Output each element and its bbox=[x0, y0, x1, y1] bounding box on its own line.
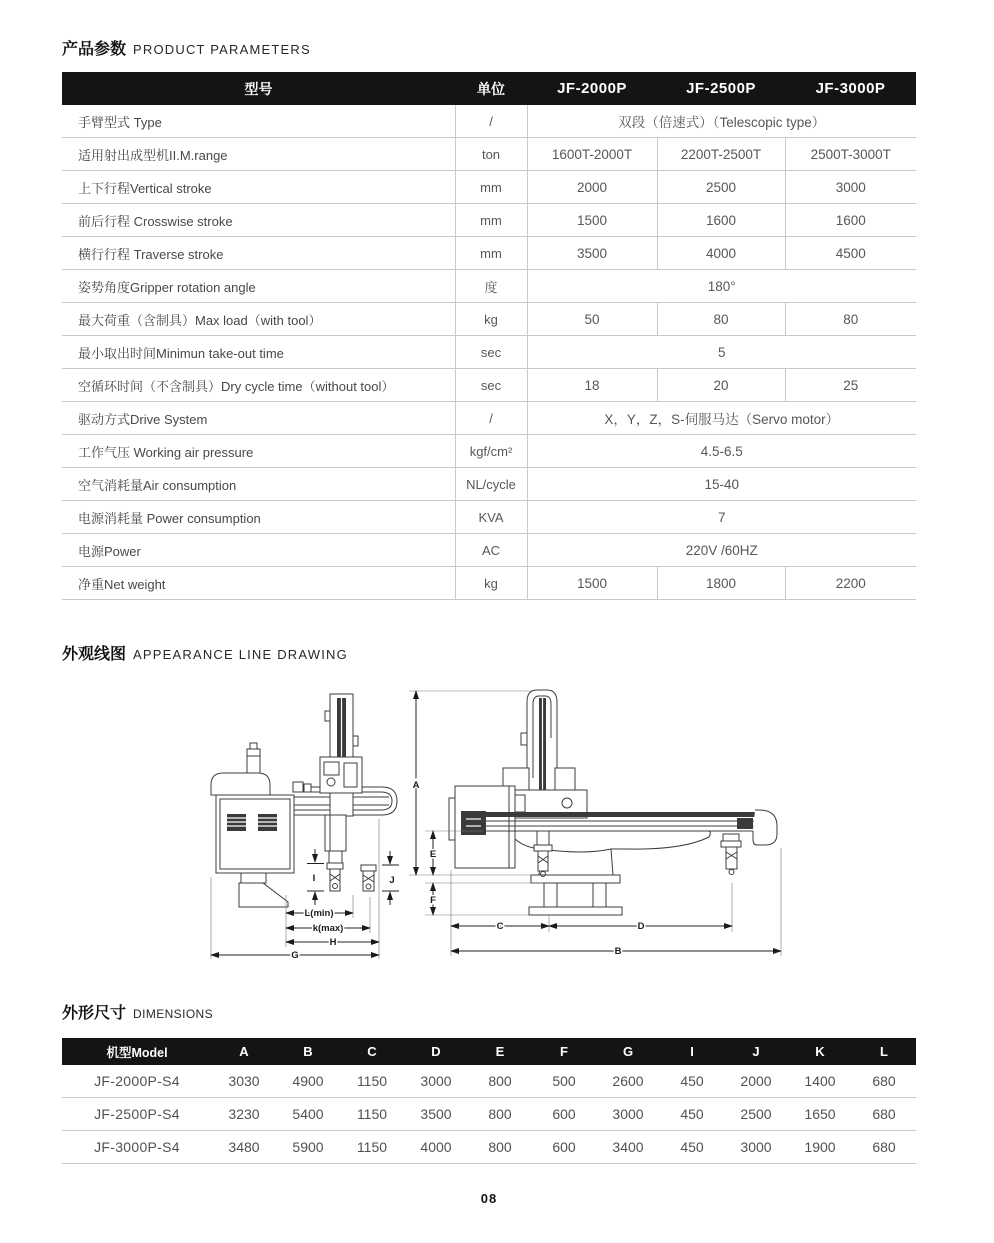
line-drawing-area bbox=[62, 678, 916, 980]
dims-row-value: 2500 bbox=[724, 1098, 788, 1131]
dims-header-col: A bbox=[212, 1038, 276, 1065]
page-number: 08 bbox=[480, 1191, 498, 1206]
spec-row-label: 前后行程 Crosswise stroke bbox=[62, 204, 455, 237]
dims-row-value: 3480 bbox=[212, 1131, 276, 1164]
dimensions-table bbox=[62, 1038, 916, 1164]
dims-header-col: L bbox=[852, 1038, 916, 1065]
dims-row bbox=[62, 1098, 916, 1131]
dims-header-col: C bbox=[340, 1038, 404, 1065]
spec-row bbox=[62, 567, 916, 600]
dims-row-model: JF-2000P-S4 bbox=[62, 1065, 212, 1098]
dims-row-value: 600 bbox=[532, 1098, 596, 1131]
dim-label-f: F bbox=[430, 895, 436, 906]
dims-header-col: F bbox=[532, 1038, 596, 1065]
spec-header-model-label: 型号 bbox=[62, 72, 455, 105]
dims-row-value: 800 bbox=[468, 1065, 532, 1098]
dimensions-header-row bbox=[62, 1038, 916, 1065]
spec-row-unit: mm bbox=[455, 204, 527, 237]
spec-row-unit: 度 bbox=[455, 270, 527, 303]
dims-row-value: 450 bbox=[660, 1098, 724, 1131]
spec-row-label: 驱动方式Drive System bbox=[62, 402, 455, 435]
spec-row-label: 电源Power bbox=[62, 534, 455, 567]
spec-row-value: 18 bbox=[527, 369, 657, 402]
spec-row-label: 空循环时间（不含制具）Dry cycle time（without tool） bbox=[62, 369, 455, 402]
dims-header-col: I bbox=[660, 1038, 724, 1065]
spec-header-model-1: JF-2000P bbox=[527, 72, 657, 105]
dim-label-e: E bbox=[429, 849, 437, 860]
spec-row-unit: mm bbox=[455, 237, 527, 270]
spec-row bbox=[62, 171, 916, 204]
spec-row-value: 3500 bbox=[527, 237, 657, 270]
dims-row-model: JF-3000P-S4 bbox=[62, 1131, 212, 1164]
spec-row-value: 2200T-2500T bbox=[657, 138, 785, 171]
dimensions-table-body bbox=[62, 1065, 916, 1164]
dimensions-heading bbox=[62, 1001, 916, 1024]
dims-header-col: B bbox=[276, 1038, 340, 1065]
dims-row-value: 1150 bbox=[340, 1098, 404, 1131]
spec-row-value: 20 bbox=[657, 369, 785, 402]
drawing-heading-en: APPEARANCE LINE DRAWING bbox=[133, 647, 348, 662]
spec-row bbox=[62, 204, 916, 237]
spec-row-value-span: 双段（倍速式）（Telescopic type） bbox=[527, 105, 916, 138]
dims-header-col: K bbox=[788, 1038, 852, 1065]
spec-row-label: 最大荷重（含制具）Max load（with tool） bbox=[62, 303, 455, 336]
dims-row-value: 3000 bbox=[404, 1065, 468, 1098]
spec-row-value: 80 bbox=[785, 303, 916, 336]
dims-row-value: 500 bbox=[532, 1065, 596, 1098]
dims-row bbox=[62, 1131, 916, 1164]
parameters-heading bbox=[62, 33, 916, 60]
spec-row-value: 4500 bbox=[785, 237, 916, 270]
spec-row-value: 3000 bbox=[785, 171, 916, 204]
spec-row-value: 2000 bbox=[527, 171, 657, 204]
spec-row-value: 1600 bbox=[657, 204, 785, 237]
dims-row-value: 3230 bbox=[212, 1098, 276, 1131]
spec-row-value: 2500T-3000T bbox=[785, 138, 916, 171]
spec-row bbox=[62, 501, 916, 534]
spec-row bbox=[62, 138, 916, 171]
spec-row-unit: ton bbox=[455, 138, 527, 171]
spec-row-label: 空气消耗量Air consumption bbox=[62, 468, 455, 501]
spec-row-value: 1600 bbox=[785, 204, 916, 237]
dims-header-col: J bbox=[724, 1038, 788, 1065]
spec-row-value-span: 5 bbox=[527, 336, 916, 369]
dim-label-d: D bbox=[637, 921, 645, 932]
dims-row-value: 3030 bbox=[212, 1065, 276, 1098]
spec-header-row bbox=[62, 72, 916, 105]
dim-label-c: C bbox=[496, 921, 504, 932]
dim-label-i: I bbox=[312, 873, 316, 884]
dims-row-value: 2600 bbox=[596, 1065, 660, 1098]
spec-row-value-span: 4.5-6.5 bbox=[527, 435, 916, 468]
dims-row-value: 1650 bbox=[788, 1098, 852, 1131]
spec-row-unit: mm bbox=[455, 171, 527, 204]
spec-table-body bbox=[62, 105, 916, 600]
dims-row-value: 5900 bbox=[276, 1131, 340, 1164]
spec-row-unit: sec bbox=[455, 369, 527, 402]
spec-row-label: 最小取出时间Minimun take-out time bbox=[62, 336, 455, 369]
dims-row-value: 3400 bbox=[596, 1131, 660, 1164]
spec-row-label: 电源消耗量 Power consumption bbox=[62, 501, 455, 534]
spec-row bbox=[62, 303, 916, 336]
spec-row bbox=[62, 402, 916, 435]
spec-table bbox=[62, 72, 916, 600]
spec-row bbox=[62, 270, 916, 303]
spec-row bbox=[62, 468, 916, 501]
parameters-heading-zh: 产品参数 bbox=[62, 41, 127, 58]
spec-row-unit: KVA bbox=[455, 501, 527, 534]
dim-label-kmax: k(max) bbox=[312, 923, 344, 934]
dims-row-value: 3000 bbox=[596, 1098, 660, 1131]
dims-header-col: D bbox=[404, 1038, 468, 1065]
spec-row-unit: NL/cycle bbox=[455, 468, 527, 501]
dims-row-value: 1150 bbox=[340, 1065, 404, 1098]
dims-row-value: 680 bbox=[852, 1098, 916, 1131]
dims-row-value: 1900 bbox=[788, 1131, 852, 1164]
spec-row bbox=[62, 435, 916, 468]
spec-header-model-3: JF-3000P bbox=[785, 72, 916, 105]
dim-label-a: A bbox=[412, 780, 420, 791]
spec-row-label: 上下行程Vertical stroke bbox=[62, 171, 455, 204]
dim-label-b: B bbox=[614, 946, 622, 957]
dims-row-value: 4900 bbox=[276, 1065, 340, 1098]
dimensions-heading-en: DIMENSIONS bbox=[133, 1007, 214, 1021]
spec-row-value: 25 bbox=[785, 369, 916, 402]
spec-row-value-span: 15-40 bbox=[527, 468, 916, 501]
spec-row-value: 1600T-2000T bbox=[527, 138, 657, 171]
dims-header-col: E bbox=[468, 1038, 532, 1065]
dims-row-value: 680 bbox=[852, 1065, 916, 1098]
spec-row-value: 1500 bbox=[527, 567, 657, 600]
spec-row bbox=[62, 105, 916, 138]
spec-row-value: 4000 bbox=[657, 237, 785, 270]
dims-row-value: 800 bbox=[468, 1098, 532, 1131]
dims-row-value: 4000 bbox=[404, 1131, 468, 1164]
dim-label-j: J bbox=[389, 875, 395, 886]
spec-row-label: 手臂型式 Type bbox=[62, 105, 455, 138]
spec-row bbox=[62, 237, 916, 270]
spec-header-model-2: JF-2500P bbox=[657, 72, 785, 105]
spec-row-label: 工作气压 Working air pressure bbox=[62, 435, 455, 468]
dims-row-value: 1400 bbox=[788, 1065, 852, 1098]
spec-row-value-span: 220V /60HZ bbox=[527, 534, 916, 567]
spec-row-label: 横行行程 Traverse stroke bbox=[62, 237, 455, 270]
spec-row-value: 2500 bbox=[657, 171, 785, 204]
spec-row-value: 1500 bbox=[527, 204, 657, 237]
dims-row bbox=[62, 1065, 916, 1098]
dim-label-lmin: L(min) bbox=[304, 908, 334, 919]
spec-row-unit: sec bbox=[455, 336, 527, 369]
dims-row-value: 2000 bbox=[724, 1065, 788, 1098]
spec-row-value: 1800 bbox=[657, 567, 785, 600]
dims-header-model: 机型Model bbox=[62, 1038, 212, 1065]
dims-row-value: 3000 bbox=[724, 1131, 788, 1164]
spec-header-unit-label: 单位 bbox=[455, 72, 527, 105]
spec-row-value-span: 7 bbox=[527, 501, 916, 534]
spec-row bbox=[62, 534, 916, 567]
dims-row-value: 450 bbox=[660, 1065, 724, 1098]
spec-row-value: 2200 bbox=[785, 567, 916, 600]
drawing-heading bbox=[62, 642, 916, 665]
spec-row-label: 净重Net weight bbox=[62, 567, 455, 600]
dims-row-value: 600 bbox=[532, 1131, 596, 1164]
vent-grille-left bbox=[227, 814, 246, 831]
dim-label-g: G bbox=[291, 950, 299, 961]
dims-row-value: 5400 bbox=[276, 1098, 340, 1131]
dims-row-value: 680 bbox=[852, 1131, 916, 1164]
spec-row-value: 50 bbox=[527, 303, 657, 336]
spec-row bbox=[62, 336, 916, 369]
vent-grille-right bbox=[258, 814, 277, 831]
dims-row-value: 800 bbox=[468, 1131, 532, 1164]
spec-row bbox=[62, 369, 916, 402]
spec-row-value-span: X，Y，Z，S-伺服马达（Servo motor） bbox=[527, 402, 916, 435]
drawing-heading-zh: 外观线图 bbox=[62, 646, 127, 663]
dims-row-value: 3500 bbox=[404, 1098, 468, 1131]
dims-row-value: 1150 bbox=[340, 1131, 404, 1164]
spec-row-unit: / bbox=[455, 105, 527, 138]
spec-row-value-span: 180° bbox=[527, 270, 916, 303]
spec-row-label: 姿势角度Gripper rotation angle bbox=[62, 270, 455, 303]
page-content bbox=[62, 0, 916, 1206]
dims-row-model: JF-2500P-S4 bbox=[62, 1098, 212, 1131]
dims-row-value: 450 bbox=[660, 1131, 724, 1164]
dimensions-heading-zh: 外形尺寸 bbox=[62, 1005, 127, 1022]
spec-row-unit: AC bbox=[455, 534, 527, 567]
dim-label-h: H bbox=[329, 937, 337, 948]
front-view-drawing bbox=[403, 678, 803, 963]
spec-row-label: 适用射出成型机II.M.range bbox=[62, 138, 455, 171]
dims-header-col: G bbox=[596, 1038, 660, 1065]
spec-row-unit: kg bbox=[455, 303, 527, 336]
spec-row-unit: / bbox=[455, 402, 527, 435]
parameters-heading-en: PRODUCT PARAMETERS bbox=[133, 42, 311, 57]
spec-row-unit: kgf/cm² bbox=[455, 435, 527, 468]
side-view-drawing bbox=[203, 681, 403, 966]
spec-row-unit: kg bbox=[455, 567, 527, 600]
spec-row-value: 80 bbox=[657, 303, 785, 336]
